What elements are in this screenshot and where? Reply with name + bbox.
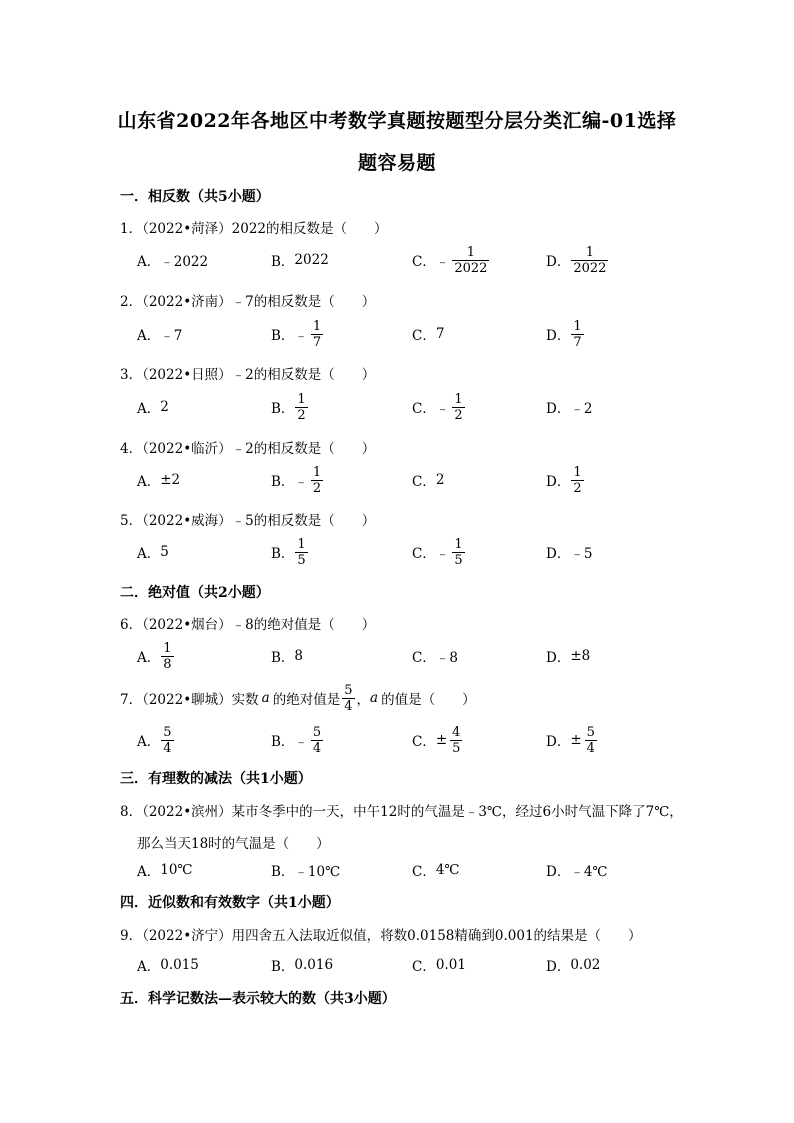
document-title-line1: 山东省2022年各地区中考数学真题按题型分层分类汇编-01选择 [117, 110, 677, 132]
q4-option-d: D． $\frac{1}{2}$ [546, 464, 582, 496]
q9-option-a: A． 0.015 [137, 957, 199, 975]
fraction: $\frac{1}{2022}$ [454, 244, 488, 276]
question-8-stem-line2: 那么当天18时的气温是（ ） [137, 836, 330, 852]
section-heading-opposite-numbers: 一．相反数（共5小题） [120, 189, 270, 205]
fraction: $\frac{1}{8}$ [163, 640, 172, 672]
q6-option-a: A． $\frac{1}{8}$ [137, 640, 172, 672]
q4-option-b: B． ﹣ $\frac{1}{2}$ [271, 464, 322, 496]
q9-option-c: C． 0.01 [412, 957, 466, 975]
q6-option-c: C． ﹣8 [412, 650, 458, 666]
q2-option-c: C． 7 [412, 326, 445, 344]
fraction: $\frac{5}{4}$ [344, 682, 353, 714]
q1-option-d: D． $\frac{1}{2022}$ [546, 244, 607, 276]
q3-option-a: A． 2 [137, 399, 169, 417]
section-heading-absolute-value: 二．绝对值（共2小题） [120, 585, 270, 601]
question-3-stem: 3．（2022•日照）﹣2的相反数是（ ） [120, 367, 376, 383]
section-heading-rational-subtraction: 三．有理数的减法（共1小题） [120, 771, 312, 787]
q9-option-d: D． 0.02 [546, 957, 601, 975]
question-5-stem: 5．（2022•威海）﹣5的相反数是（ ） [120, 513, 376, 529]
fraction: $\frac{1}{2}$ [297, 391, 306, 423]
q3-option-c: C． ﹣ $\frac{1}{2}$ [412, 391, 463, 423]
fraction: $\frac{1}{2}$ [573, 464, 582, 496]
fraction: $\frac{5}{4}$ [163, 724, 172, 756]
q2-option-b: B． ﹣ $\frac{1}{7}$ [271, 318, 322, 350]
q6-option-b: B． 8 [271, 648, 304, 666]
fraction: $\frac{5}{4}$ [586, 724, 595, 756]
q1-option-c: C． ﹣ $\frac{1}{2022}$ [412, 244, 488, 276]
q8-option-d: D． ﹣4℃ [546, 864, 608, 880]
q7-option-b: B． ﹣ $\frac{5}{4}$ [271, 724, 322, 756]
question-1-options [0, 240, 794, 280]
q7-option-c: C． ± $\frac{4}{5}$ [412, 724, 461, 756]
question-8-options [0, 850, 794, 890]
fraction: $\frac{1}{5}$ [454, 536, 463, 568]
q2-option-d: D． $\frac{1}{7}$ [546, 318, 582, 350]
q3-option-b: B． $\frac{1}{2}$ [271, 391, 306, 423]
q4-option-c: C． 2 [412, 472, 445, 490]
section-heading-approximate-numbers: 四．近似数和有效数字（共1小题） [120, 895, 340, 911]
fraction: $\frac{1}{2}$ [454, 391, 463, 423]
q6-option-d: D． ±8 [546, 648, 591, 666]
q5-option-a: A． 5 [137, 544, 169, 562]
q4-option-a: A． ±2 [137, 472, 181, 490]
question-7-stem: 7．（2022•聊城）实数 a 的绝对值是 $\frac{5}{4}$ ， a 的值是（ ） [120, 682, 476, 714]
q3-option-d: D． ﹣2 [546, 401, 593, 417]
q1-option-a: A． ﹣2022 [137, 254, 209, 270]
q5-option-d: D． ﹣5 [546, 546, 593, 562]
q8-option-a: A． 10℃ [137, 862, 193, 880]
fraction: $\frac{1}{7}$ [312, 318, 322, 350]
fraction: $\frac{1}{2}$ [312, 464, 322, 496]
q5-option-c: C． ﹣ $\frac{1}{5}$ [412, 536, 463, 568]
q7-option-d: D． ± $\frac{5}{4}$ [546, 724, 595, 756]
q1-option-b: B． 2022 [271, 252, 329, 270]
q8-option-b: B． ﹣10℃ [271, 864, 341, 880]
question-2-stem: 2．（2022•济南）﹣7的相反数是（ ） [120, 294, 376, 310]
question-7-options [0, 720, 794, 760]
fraction: $\frac{4}{5}$ [452, 724, 461, 756]
question-6-stem: 6．（2022•烟台）﹣8的绝对值是（ ） [120, 617, 376, 633]
q2-option-a: A． ﹣7 [137, 328, 183, 344]
document-title-line2: 题容易题 [357, 152, 436, 174]
fraction: $\frac{5}{4}$ [312, 724, 322, 756]
fraction: $\frac{1}{5}$ [297, 536, 306, 568]
question-4-options [0, 460, 794, 500]
question-6-options [0, 636, 794, 676]
q5-option-b: B． $\frac{1}{5}$ [271, 536, 306, 568]
q7-option-a: A． $\frac{5}{4}$ [137, 724, 172, 756]
question-2-options [0, 314, 794, 354]
question-9-options [0, 945, 794, 985]
question-9-stem: 9．（2022•济宁）用四舍五入法取近似值，将数0.0158精确到0.001的结果是（ ） [120, 928, 642, 944]
question-8-stem-line1: 8．（2022•滨州）某市冬季中的一天，中午12时的气温是﹣3℃，经过6小时气温下降了7℃， [120, 804, 683, 820]
question-4-stem: 4．（2022•临沂）﹣2的相反数是（ ） [120, 441, 376, 457]
fraction: $\frac{1}{7}$ [573, 318, 582, 350]
section-heading-scientific-notation: 五．科学记数法—表示较大的数（共3小题） [120, 991, 396, 1007]
fraction: $\frac{1}{2022}$ [573, 244, 607, 276]
q8-option-c: C． 4℃ [412, 862, 460, 880]
q9-option-b: B． 0.016 [271, 957, 334, 975]
question-5-options [0, 532, 794, 572]
question-1-stem: 1．（2022•菏泽）2022的相反数是（ ） [120, 221, 388, 237]
question-3-options [0, 387, 794, 427]
